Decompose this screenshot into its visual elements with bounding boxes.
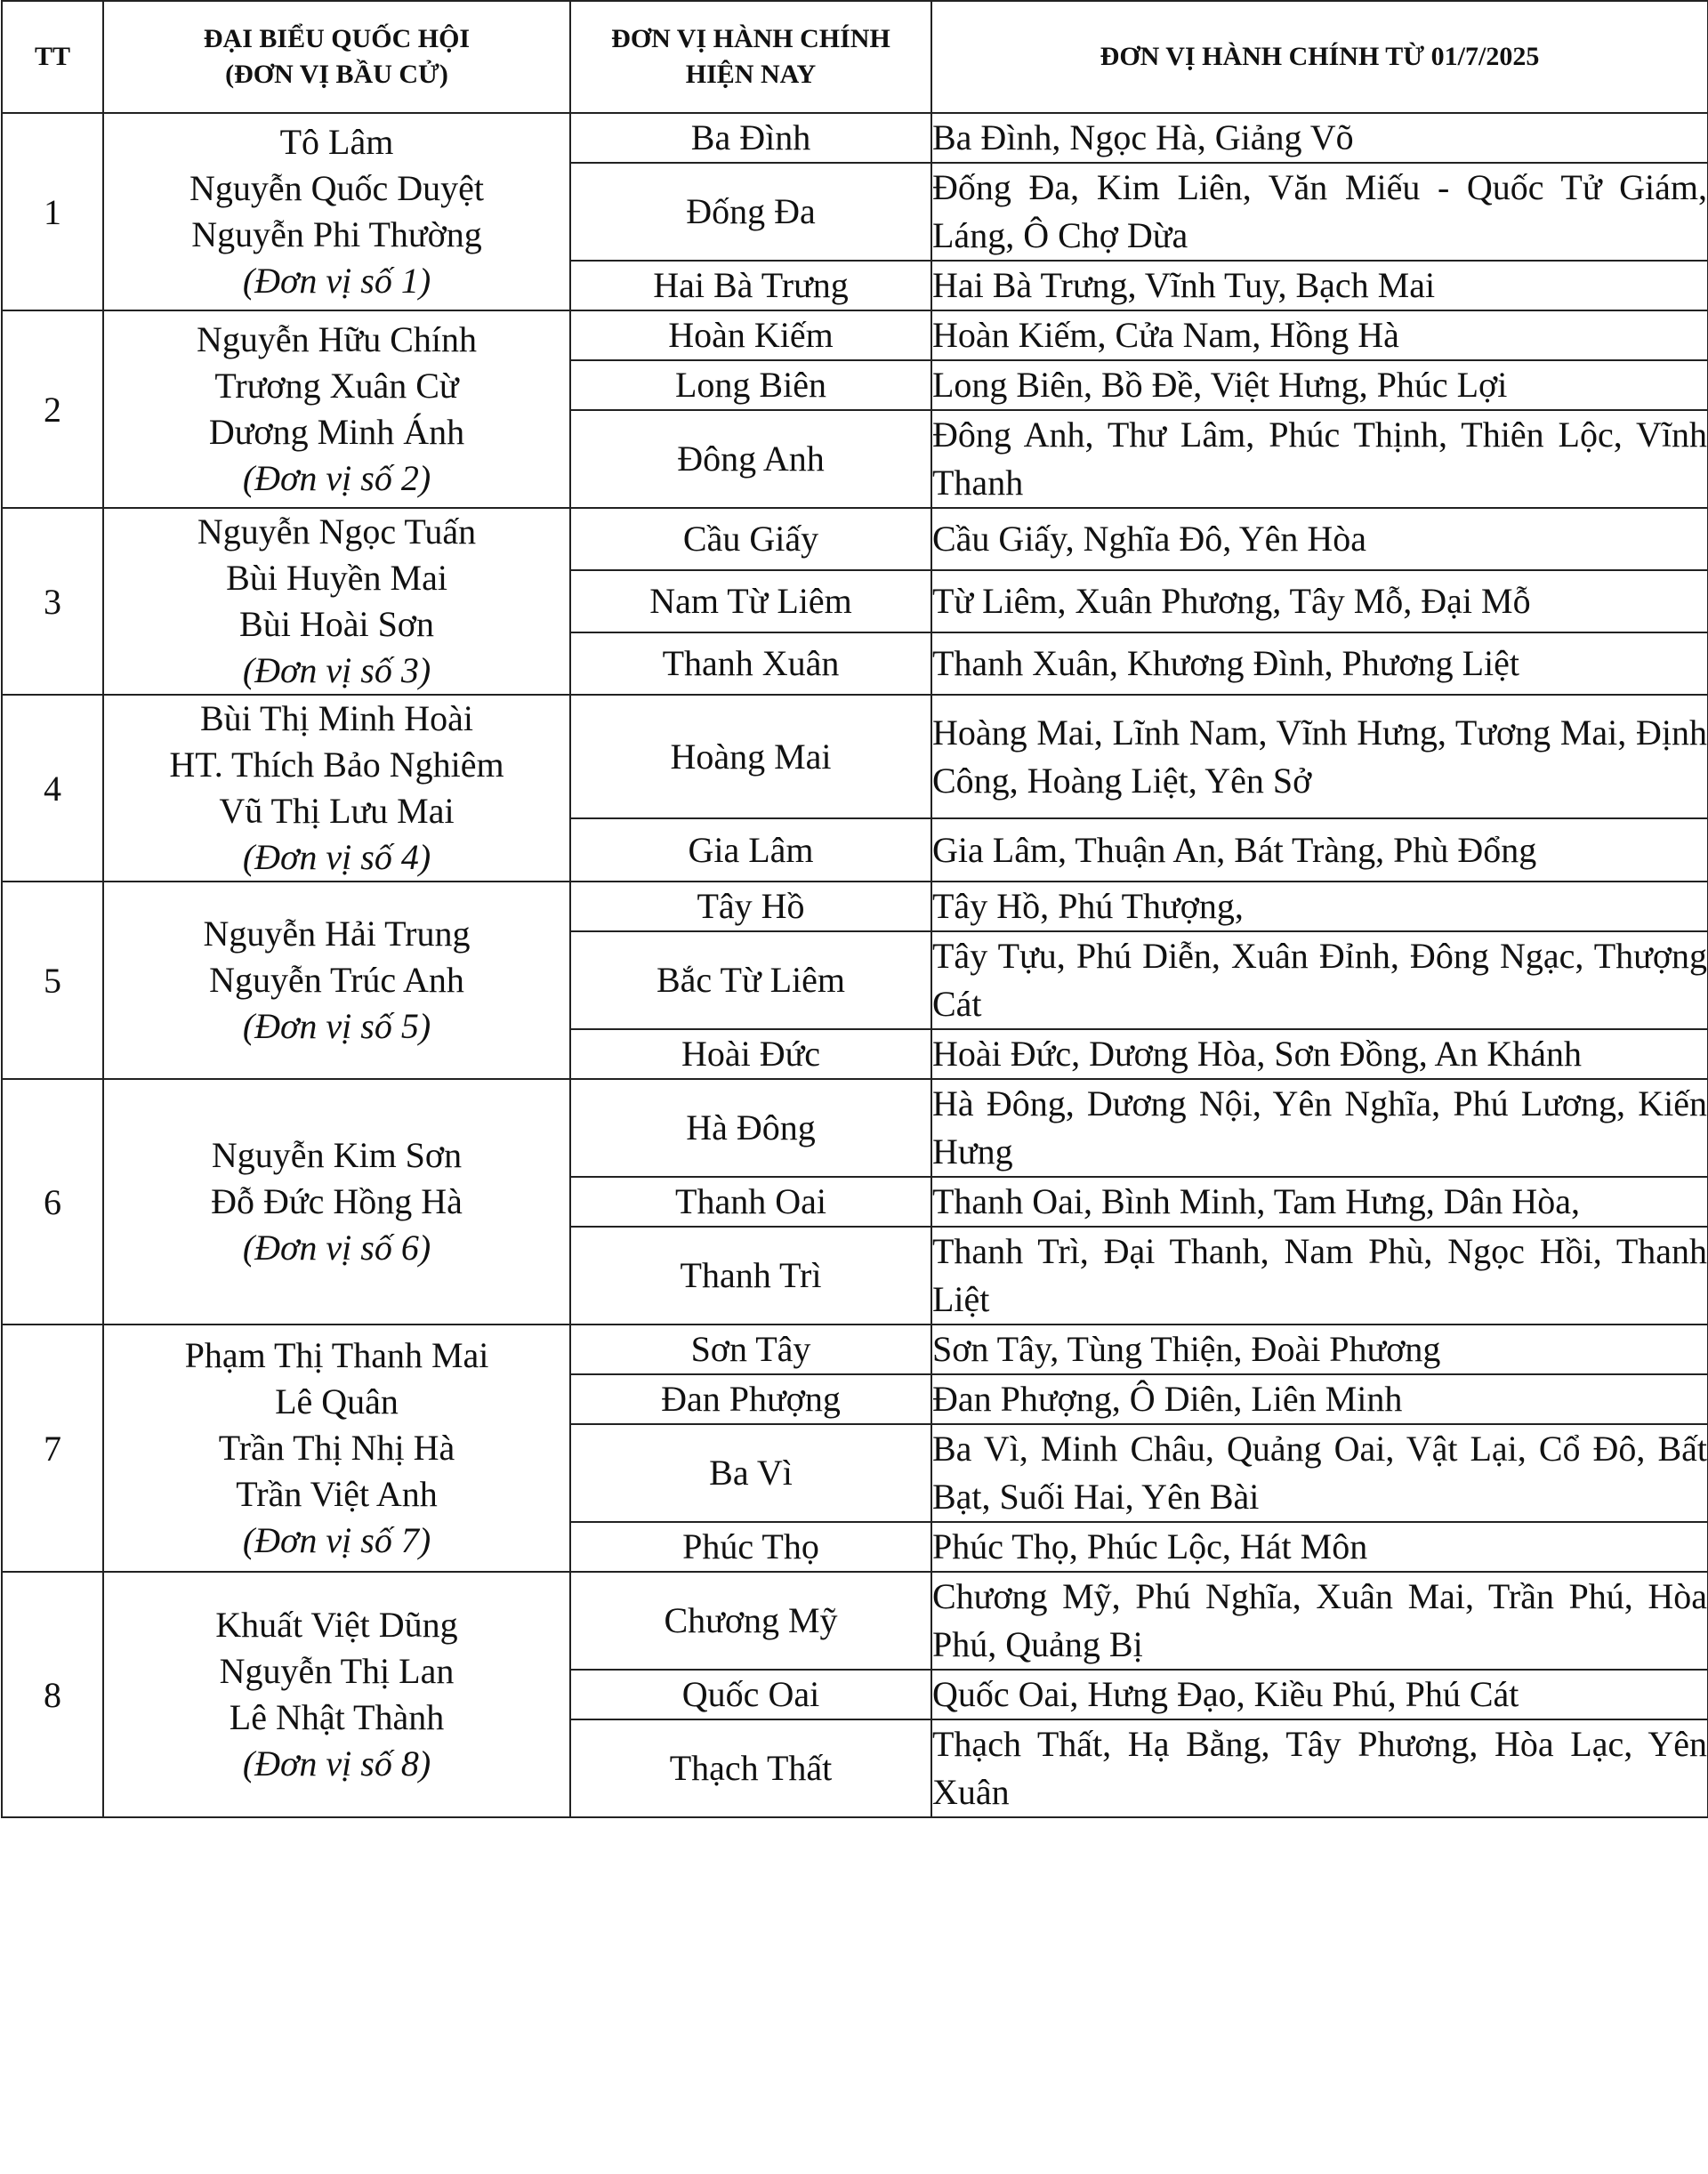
table-row — [2, 113, 1708, 163]
new-units-cell: Từ Liêm, Xuân Phương, Tây Mỗ, Đại Mỗ — [931, 570, 1708, 632]
current-unit-cell: Quốc Oai — [570, 1670, 931, 1719]
new-units-cell: Tây Hồ, Phú Thượng, — [931, 882, 1708, 931]
current-unit-cell: Cầu Giấy — [570, 508, 931, 570]
electoral-unit-label: (Đơn vị số 1) — [242, 261, 431, 301]
electoral-unit-label: (Đơn vị số 4) — [242, 837, 431, 877]
new-units-cell: Thanh Oai, Bình Minh, Tam Hưng, Dân Hòa, — [931, 1177, 1708, 1227]
group-number: 1 — [2, 113, 103, 310]
delegate-name: Bùi Thị Minh Hoài — [199, 698, 474, 738]
new-units-cell: Chương Mỹ, Phú Nghĩa, Xuân Mai, Trần Phú, Hòa Phú, Quảng Bị — [931, 1572, 1708, 1670]
delegate-name: Dương Minh Ánh — [208, 412, 465, 452]
delegate-name: Trần Việt Anh — [236, 1474, 438, 1514]
delegate-name: Nguyễn Thị Lan — [219, 1651, 455, 1691]
current-unit-cell: Hoàn Kiếm — [570, 310, 931, 360]
delegates-cell — [103, 508, 570, 695]
electoral-unit-label: (Đơn vị số 5) — [242, 1006, 431, 1046]
header-delegates-line-1: ĐẠI BIỂU QUỐC HỘI — [203, 24, 471, 53]
delegate-name: Nguyễn Phi Thường — [191, 214, 482, 254]
delegate-name: Tô Lâm — [279, 122, 394, 162]
current-unit-cell: Chương Mỹ — [570, 1572, 931, 1670]
delegate-name: HT. Thích Bảo Nghiêm — [169, 745, 504, 785]
new-units-cell: Tây Tựu, Phú Diễn, Xuân Đỉnh, Đông Ngạc, Thượng Cát — [931, 931, 1708, 1029]
header-tt: TT — [2, 1, 103, 113]
new-units-cell: Đan Phượng, Ô Diên, Liên Minh — [931, 1374, 1708, 1424]
new-units-cell: Long Biên, Bồ Đề, Việt Hưng, Phúc Lợi — [931, 360, 1708, 410]
delegate-name: Nguyễn Hải Trung — [203, 914, 471, 954]
delegates-units-table — [1, 0, 1708, 1818]
new-units-cell: Ba Vì, Minh Châu, Quảng Oai, Vật Lại, Cổ Đô, Bất Bạt, Suối Hai, Yên Bài — [931, 1424, 1708, 1522]
new-units-cell: Hoài Đức, Dương Hòa, Sơn Đồng, An Khánh — [931, 1029, 1708, 1079]
new-units-cell: Hoàng Mai, Lĩnh Nam, Vĩnh Hưng, Tương Mai, Định Công, Hoàng Liệt, Yên Sở — [931, 695, 1708, 818]
current-unit-cell: Thanh Xuân — [570, 632, 931, 695]
header-current-units — [570, 1, 931, 113]
delegate-name: Lê Quân — [275, 1381, 399, 1421]
new-units-cell: Sơn Tây, Tùng Thiện, Đoài Phương — [931, 1325, 1708, 1374]
table-row — [2, 310, 1708, 360]
new-units-cell: Đông Anh, Thư Lâm, Phúc Thịnh, Thiên Lộc, Vĩnh Thanh — [931, 410, 1708, 508]
current-unit-cell: Hoàng Mai — [570, 695, 931, 818]
current-unit-cell: Hai Bà Trưng — [570, 261, 931, 310]
delegate-name: Khuất Việt Dũng — [215, 1605, 458, 1645]
current-unit-cell: Long Biên — [570, 360, 931, 410]
header-new-units: ĐƠN VỊ HÀNH CHÍNH TỪ 01/7/2025 — [931, 1, 1708, 113]
table-row — [2, 508, 1708, 570]
table-row — [2, 882, 1708, 931]
new-units-cell: Cầu Giấy, Nghĩa Đô, Yên Hòa — [931, 508, 1708, 570]
group-number: 3 — [2, 508, 103, 695]
new-units-cell: Quốc Oai, Hưng Đạo, Kiều Phú, Phú Cát — [931, 1670, 1708, 1719]
table-row — [2, 1572, 1708, 1670]
delegates-cell — [103, 1079, 570, 1325]
new-units-cell: Hai Bà Trưng, Vĩnh Tuy, Bạch Mai — [931, 261, 1708, 310]
delegate-name: Lê Nhật Thành — [229, 1697, 445, 1737]
delegates-cell — [103, 695, 570, 882]
current-unit-cell: Phúc Thọ — [570, 1522, 931, 1572]
new-units-cell: Hoàn Kiếm, Cửa Nam, Hồng Hà — [931, 310, 1708, 360]
new-units-cell: Gia Lâm, Thuận An, Bát Tràng, Phù Đổng — [931, 818, 1708, 882]
delegate-name: Nguyễn Quốc Duyệt — [189, 168, 485, 208]
delegates-cell — [103, 1572, 570, 1817]
electoral-unit-label: (Đơn vị số 7) — [242, 1520, 431, 1560]
delegates-cell — [103, 882, 570, 1079]
electoral-unit-label: (Đơn vị số 8) — [242, 1743, 431, 1783]
delegates-cell — [103, 310, 570, 508]
delegate-name: Nguyễn Trúc Anh — [209, 960, 464, 1000]
new-units-cell: Ba Đình, Ngọc Hà, Giảng Võ — [931, 113, 1708, 163]
group-number: 6 — [2, 1079, 103, 1325]
current-unit-cell: Thạch Thất — [570, 1719, 931, 1817]
current-unit-cell: Đống Đa — [570, 163, 931, 261]
delegate-name: Nguyễn Kim Sơn — [211, 1135, 463, 1175]
delegate-name: Vũ Thị Lưu Mai — [219, 791, 455, 831]
delegate-name: Bùi Hoài Sơn — [239, 604, 434, 644]
group-number: 8 — [2, 1572, 103, 1817]
electoral-unit-label: (Đơn vị số 2) — [242, 458, 431, 498]
group-number: 4 — [2, 695, 103, 882]
group-number: 7 — [2, 1325, 103, 1572]
current-unit-cell: Hà Đông — [570, 1079, 931, 1177]
current-unit-cell: Hoài Đức — [570, 1029, 931, 1079]
group-number: 2 — [2, 310, 103, 508]
new-units-cell: Thanh Xuân, Khương Đình, Phương Liệt — [931, 632, 1708, 695]
delegate-name: Phạm Thị Thanh Mai — [184, 1335, 489, 1375]
current-unit-cell: Ba Vì — [570, 1424, 931, 1522]
current-unit-cell: Bắc Từ Liêm — [570, 931, 931, 1029]
delegate-name: Nguyễn Hữu Chính — [197, 319, 477, 359]
current-unit-cell: Tây Hồ — [570, 882, 931, 931]
delegate-name: Đỗ Đức Hồng Hà — [211, 1181, 463, 1221]
delegate-name: Trương Xuân Cừ — [214, 366, 459, 406]
electoral-unit-label: (Đơn vị số 6) — [242, 1228, 431, 1268]
delegate-name: Bùi Huyền Mai — [226, 558, 447, 598]
delegate-name: Nguyễn Ngọc Tuấn — [197, 511, 477, 552]
current-unit-cell: Thanh Trì — [570, 1227, 931, 1325]
new-units-cell: Hà Đông, Dương Nội, Yên Nghĩa, Phú Lương, Kiến Hưng — [931, 1079, 1708, 1177]
current-unit-cell: Sơn Tây — [570, 1325, 931, 1374]
current-unit-cell: Đông Anh — [570, 410, 931, 508]
header-delegates — [103, 1, 570, 113]
table-row — [2, 695, 1708, 818]
header-current-line-1: ĐƠN VỊ HÀNH CHÍNH — [611, 24, 890, 53]
delegate-name: Trần Thị Nhị Hà — [218, 1428, 455, 1468]
table-row — [2, 1079, 1708, 1177]
current-unit-cell: Thanh Oai — [570, 1177, 931, 1227]
current-unit-cell: Gia Lâm — [570, 818, 931, 882]
current-unit-cell: Nam Từ Liêm — [570, 570, 931, 632]
electoral-unit-label: (Đơn vị số 3) — [242, 650, 431, 690]
new-units-cell: Thanh Trì, Đại Thanh, Nam Phù, Ngọc Hồi, Thanh Liệt — [931, 1227, 1708, 1325]
current-unit-cell: Đan Phượng — [570, 1374, 931, 1424]
new-units-cell: Thạch Thất, Hạ Bằng, Tây Phương, Hòa Lạc, Yên Xuân — [931, 1719, 1708, 1817]
new-units-cell: Phúc Thọ, Phúc Lộc, Hát Môn — [931, 1522, 1708, 1572]
new-units-cell: Đống Đa, Kim Liên, Văn Miếu - Quốc Tử Giám, Láng, Ô Chợ Dừa — [931, 163, 1708, 261]
delegates-cell — [103, 113, 570, 310]
group-number: 5 — [2, 882, 103, 1079]
current-unit-cell: Ba Đình — [570, 113, 931, 163]
header-delegates-line-2: (ĐƠN VỊ BẦU CỬ) — [225, 60, 448, 89]
header-row — [2, 1, 1708, 113]
delegates-cell — [103, 1325, 570, 1572]
table-row — [2, 1325, 1708, 1374]
header-current-line-2: HIỆN NAY — [685, 60, 817, 89]
